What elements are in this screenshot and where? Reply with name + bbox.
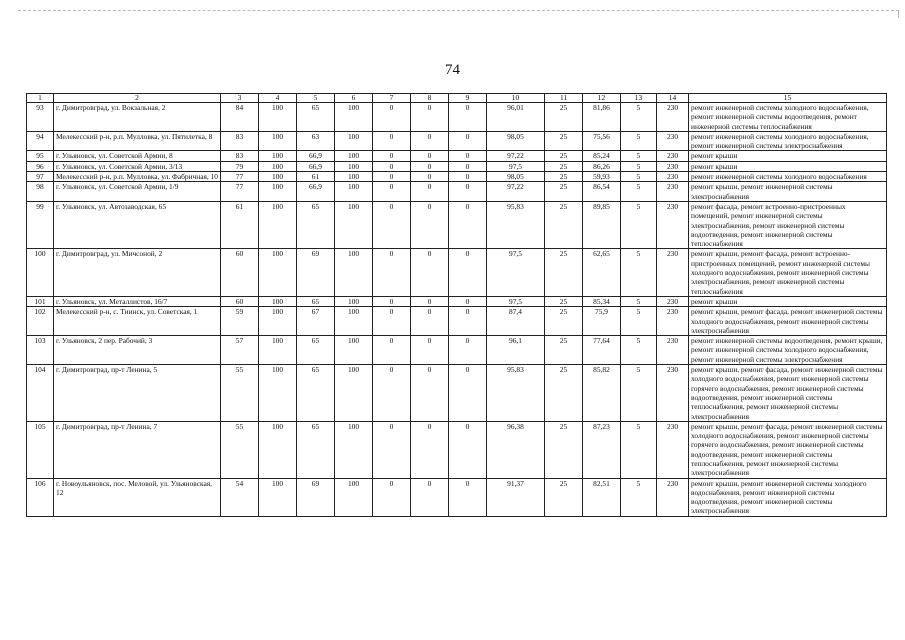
col-10-cell: 96,38	[487, 421, 545, 478]
column-header: 7	[373, 94, 411, 103]
address-cell: г. Ульяновск, 2 пер. Рабочий, 3	[54, 336, 221, 365]
col-3-cell: 54	[221, 478, 259, 516]
table-row	[27, 249, 887, 296]
col-10-cell: 98,05	[487, 131, 545, 151]
table-row	[27, 161, 887, 171]
col-5-cell: 66,9	[297, 161, 335, 171]
col-10-cell: 91,37	[487, 478, 545, 516]
col-5-cell: 65	[297, 365, 335, 422]
address-cell: г. Ульяновск, ул. Автозаводская, 65	[54, 201, 221, 248]
planned-works-cell: ремонт крыши, ремонт инженерной системы холодного водоснабжения, ремонт инженерной системы водоотведения, ремонт инженерной системы электроснабжения	[689, 478, 887, 516]
column-header: 9	[449, 94, 487, 103]
column-header: 15	[689, 94, 887, 103]
planned-works-cell: ремонт крыши, ремонт фасада, ремонт инженерной системы холодного водоснабжения, ремонт инженерной системы электроснабжения	[689, 307, 887, 336]
col-12-cell: 86,54	[583, 182, 621, 202]
col-9-cell: 0	[449, 172, 487, 182]
col-11-cell: 25	[545, 365, 583, 422]
col-9-cell: 0	[449, 131, 487, 151]
col-9-cell: 0	[449, 249, 487, 296]
address-cell: г. Ульяновск, ул. Советской Армии, 8	[54, 151, 221, 161]
col-11-cell: 25	[545, 131, 583, 151]
col-12-cell: 87,23	[583, 421, 621, 478]
address-cell: г. Новоульяновск, пос. Меловой, ул. Ульяновская, 12	[54, 478, 221, 516]
col-7-cell: 0	[373, 182, 411, 202]
col-6-cell: 100	[335, 103, 373, 132]
col-14-cell: 230	[657, 172, 689, 182]
address-cell: г. Ульяновск, ул. Советской Армии, 1/9	[54, 182, 221, 202]
planned-works-cell: ремонт инженерной системы холодного водоснабжения	[689, 172, 887, 182]
planned-works-cell: ремонт крыши	[689, 161, 887, 171]
address-cell: г. Ульяновск, ул. Советской Армии, 3/13	[54, 161, 221, 171]
row-number-cell: 97	[27, 172, 54, 182]
col-4-cell: 100	[259, 478, 297, 516]
row-number-cell: 100	[27, 249, 54, 296]
col-5-cell: 63	[297, 131, 335, 151]
column-header: 8	[411, 94, 449, 103]
col-7-cell: 0	[373, 421, 411, 478]
col-7-cell: 0	[373, 161, 411, 171]
col-8-cell: 0	[411, 151, 449, 161]
table-row	[27, 296, 887, 306]
col-6-cell: 100	[335, 307, 373, 336]
col-5-cell: 65	[297, 336, 335, 365]
col-4-cell: 100	[259, 201, 297, 248]
col-12-cell: 59,93	[583, 172, 621, 182]
col-7-cell: 0	[373, 201, 411, 248]
col-6-cell: 100	[335, 478, 373, 516]
col-7-cell: 0	[373, 131, 411, 151]
col-6-cell: 100	[335, 365, 373, 422]
table-row	[27, 307, 887, 336]
col-10-cell: 97,5	[487, 296, 545, 306]
col-11-cell: 25	[545, 336, 583, 365]
column-header: 10	[487, 94, 545, 103]
row-number-cell: 102	[27, 307, 54, 336]
table-row	[27, 201, 887, 248]
col-8-cell: 0	[411, 201, 449, 248]
col-14-cell: 230	[657, 336, 689, 365]
register-body	[27, 103, 887, 517]
col-4-cell: 100	[259, 365, 297, 422]
col-14-cell: 230	[657, 201, 689, 248]
col-8-cell: 0	[411, 172, 449, 182]
col-4-cell: 100	[259, 421, 297, 478]
col-5-cell: 65	[297, 103, 335, 132]
col-6-cell: 100	[335, 336, 373, 365]
col-11-cell: 25	[545, 172, 583, 182]
col-9-cell: 0	[449, 103, 487, 132]
row-number-cell: 95	[27, 151, 54, 161]
col-8-cell: 0	[411, 131, 449, 151]
col-8-cell: 0	[411, 307, 449, 336]
col-6-cell: 100	[335, 249, 373, 296]
col-14-cell: 230	[657, 103, 689, 132]
col-13-cell: 5	[621, 336, 657, 365]
col-14-cell: 230	[657, 421, 689, 478]
col-11-cell: 25	[545, 103, 583, 132]
col-7-cell: 0	[373, 365, 411, 422]
col-7-cell: 0	[373, 478, 411, 516]
col-3-cell: 84	[221, 103, 259, 132]
col-13-cell: 5	[621, 172, 657, 182]
col-14-cell: 230	[657, 249, 689, 296]
col-7-cell: 0	[373, 336, 411, 365]
col-8-cell: 0	[411, 336, 449, 365]
col-3-cell: 55	[221, 365, 259, 422]
address-cell: г. Димитровград, пр-т Ленина, 7	[54, 421, 221, 478]
col-10-cell: 97,22	[487, 151, 545, 161]
row-number-cell: 105	[27, 421, 54, 478]
col-7-cell: 0	[373, 103, 411, 132]
table-row	[27, 421, 887, 478]
table-row	[27, 365, 887, 422]
col-5-cell: 65	[297, 296, 335, 306]
col-12-cell: 85,34	[583, 296, 621, 306]
column-header: 6	[335, 94, 373, 103]
col-14-cell: 230	[657, 307, 689, 336]
col-11-cell: 25	[545, 249, 583, 296]
col-7-cell: 0	[373, 307, 411, 336]
col-4-cell: 100	[259, 151, 297, 161]
column-header: 12	[583, 94, 621, 103]
col-13-cell: 5	[621, 131, 657, 151]
col-4-cell: 100	[259, 296, 297, 306]
col-3-cell: 77	[221, 182, 259, 202]
col-10-cell: 95,83	[487, 201, 545, 248]
row-number-cell: 103	[27, 336, 54, 365]
col-11-cell: 25	[545, 307, 583, 336]
col-12-cell: 85,24	[583, 151, 621, 161]
col-7-cell: 0	[373, 151, 411, 161]
column-number-row	[27, 94, 887, 103]
planned-works-cell: ремонт крыши, ремонт фасада, ремонт инженерной системы холодного водоснабжения, ремонт инженерной системы горячего водоснабжения, ремонт инженерной системы водоотведения, ремонт инженерной системы теплоснабжения, ремонт инженерной системы электроснабжения	[689, 365, 887, 422]
col-9-cell: 0	[449, 421, 487, 478]
col-9-cell: 0	[449, 307, 487, 336]
col-3-cell: 83	[221, 151, 259, 161]
col-11-cell: 25	[545, 151, 583, 161]
address-cell: г. Ульяновск, ул. Металлистов, 16/7	[54, 296, 221, 306]
col-9-cell: 0	[449, 182, 487, 202]
col-4-cell: 100	[259, 182, 297, 202]
col-6-cell: 100	[335, 201, 373, 248]
col-8-cell: 0	[411, 249, 449, 296]
address-cell: Мелекесский р-н, р.п. Мулловка, ул. Пятилетка, 8	[54, 131, 221, 151]
col-3-cell: 59	[221, 307, 259, 336]
col-10-cell: 97,5	[487, 161, 545, 171]
row-number-cell: 96	[27, 161, 54, 171]
col-6-cell: 100	[335, 421, 373, 478]
col-3-cell: 61	[221, 201, 259, 248]
col-10-cell: 95,83	[487, 365, 545, 422]
row-number-cell: 104	[27, 365, 54, 422]
col-12-cell: 82,51	[583, 478, 621, 516]
col-3-cell: 60	[221, 296, 259, 306]
col-8-cell: 0	[411, 161, 449, 171]
col-12-cell: 75,9	[583, 307, 621, 336]
col-12-cell: 86,26	[583, 161, 621, 171]
table-row	[27, 131, 887, 151]
column-header: 2	[54, 94, 221, 103]
col-14-cell: 230	[657, 296, 689, 306]
col-13-cell: 5	[621, 103, 657, 132]
col-12-cell: 75,56	[583, 131, 621, 151]
col-13-cell: 5	[621, 307, 657, 336]
col-3-cell: 79	[221, 161, 259, 171]
col-12-cell: 77,64	[583, 336, 621, 365]
row-number-cell: 93	[27, 103, 54, 132]
col-10-cell: 96,01	[487, 103, 545, 132]
col-8-cell: 0	[411, 365, 449, 422]
column-header: 1	[27, 94, 54, 103]
col-10-cell: 97,22	[487, 182, 545, 202]
col-3-cell: 83	[221, 131, 259, 151]
col-14-cell: 230	[657, 161, 689, 171]
col-11-cell: 25	[545, 478, 583, 516]
row-number-cell: 94	[27, 131, 54, 151]
col-10-cell: 98,05	[487, 172, 545, 182]
address-cell: Мелекесский р-н, р.п. Мулловка, ул. Фабричная, 10	[54, 172, 221, 182]
col-6-cell: 100	[335, 182, 373, 202]
col-10-cell: 87,4	[487, 307, 545, 336]
col-11-cell: 25	[545, 201, 583, 248]
col-7-cell: 0	[373, 296, 411, 306]
col-11-cell: 25	[545, 296, 583, 306]
col-9-cell: 0	[449, 151, 487, 161]
col-13-cell: 5	[621, 201, 657, 248]
planned-works-cell: ремонт инженерной системы холодного водоснабжения, ремонт инженерной системы водоотведения, ремонт инженерной системы теплоснабжения	[689, 103, 887, 132]
col-13-cell: 5	[621, 182, 657, 202]
col-9-cell: 0	[449, 201, 487, 248]
col-12-cell: 89,85	[583, 201, 621, 248]
col-9-cell: 0	[449, 296, 487, 306]
col-13-cell: 5	[621, 161, 657, 171]
address-cell: г. Димитровград, пр-т Ленина, 5	[54, 365, 221, 422]
col-7-cell: 0	[373, 172, 411, 182]
col-4-cell: 100	[259, 307, 297, 336]
col-13-cell: 5	[621, 478, 657, 516]
col-4-cell: 100	[259, 103, 297, 132]
col-14-cell: 230	[657, 151, 689, 161]
col-6-cell: 100	[335, 131, 373, 151]
col-5-cell: 66,9	[297, 182, 335, 202]
col-11-cell: 25	[545, 421, 583, 478]
page-number: 74	[445, 62, 460, 78]
col-8-cell: 0	[411, 103, 449, 132]
col-10-cell: 97,5	[487, 249, 545, 296]
col-9-cell: 0	[449, 161, 487, 171]
row-number-cell: 98	[27, 182, 54, 202]
col-13-cell: 5	[621, 249, 657, 296]
col-6-cell: 100	[335, 151, 373, 161]
register-table	[26, 93, 887, 517]
col-6-cell: 100	[335, 172, 373, 182]
col-5-cell: 67	[297, 307, 335, 336]
col-5-cell: 65	[297, 201, 335, 248]
column-header: 5	[297, 94, 335, 103]
col-14-cell: 230	[657, 131, 689, 151]
table-row	[27, 336, 887, 365]
col-13-cell: 5	[621, 421, 657, 478]
address-cell: г. Димитровград, ул. Мичсоной, 2	[54, 249, 221, 296]
col-11-cell: 25	[545, 161, 583, 171]
planned-works-cell: ремонт крыши, ремонт инженерной системы электроснабжения	[689, 182, 887, 202]
col-6-cell: 100	[335, 161, 373, 171]
row-number-cell: 101	[27, 296, 54, 306]
planned-works-cell: ремонт инженерной системы холодного водоснабжения, ремонт инженерной системы электроснабжения	[689, 131, 887, 151]
planned-works-cell: ремонт крыши, ремонт фасада, ремонт встроенно-пристроенных помещений, ремонт инженерной системы холодного водоснабжения, ремонт инженерной системы электроснабжения, ремонт инженерной системы теплоснабжения	[689, 249, 887, 296]
col-8-cell: 0	[411, 182, 449, 202]
col-6-cell: 100	[335, 296, 373, 306]
col-5-cell: 61	[297, 172, 335, 182]
page-right-edge	[898, 10, 899, 18]
col-5-cell: 65	[297, 421, 335, 478]
col-5-cell: 66,9	[297, 151, 335, 161]
planned-works-cell: ремонт фасада, ремонт встроенно-пристроенных помещений, ремонт инженерной системы электроснабжения, ремонт инженерной системы водоотведения, ремонт инженерной системы теплоснабжения	[689, 201, 887, 248]
col-12-cell: 81,86	[583, 103, 621, 132]
col-14-cell: 230	[657, 182, 689, 202]
col-4-cell: 100	[259, 131, 297, 151]
address-cell: г. Димитровград, ул. Вокзальная, 2	[54, 103, 221, 132]
col-13-cell: 5	[621, 296, 657, 306]
col-12-cell: 85,82	[583, 365, 621, 422]
planned-works-cell: ремонт крыши	[689, 296, 887, 306]
col-5-cell: 69	[297, 478, 335, 516]
col-9-cell: 0	[449, 478, 487, 516]
planned-works-cell: ремонт крыши	[689, 151, 887, 161]
col-3-cell: 57	[221, 336, 259, 365]
table-row	[27, 103, 887, 132]
col-14-cell: 230	[657, 478, 689, 516]
column-header: 4	[259, 94, 297, 103]
table-row	[27, 151, 887, 161]
col-4-cell: 100	[259, 249, 297, 296]
col-3-cell: 55	[221, 421, 259, 478]
col-7-cell: 0	[373, 249, 411, 296]
column-header: 3	[221, 94, 259, 103]
col-4-cell: 100	[259, 172, 297, 182]
column-header: 11	[545, 94, 583, 103]
table-row	[27, 172, 887, 182]
column-header: 13	[621, 94, 657, 103]
table-row	[27, 182, 887, 202]
col-4-cell: 100	[259, 161, 297, 171]
table-row	[27, 478, 887, 516]
col-11-cell: 25	[545, 182, 583, 202]
row-number-cell: 99	[27, 201, 54, 248]
col-5-cell: 69	[297, 249, 335, 296]
page-top-edge	[18, 10, 899, 11]
col-10-cell: 96,1	[487, 336, 545, 365]
col-8-cell: 0	[411, 296, 449, 306]
address-cell: Мелекесский р-н, с. Тиинск, ул. Советская, 1	[54, 307, 221, 336]
col-13-cell: 5	[621, 365, 657, 422]
col-3-cell: 77	[221, 172, 259, 182]
col-13-cell: 5	[621, 151, 657, 161]
planned-works-cell: ремонт инженерной системы водоотведения, ремонт крыши, ремонт инженерной системы холодного водоснабжения, ремонт инженерной системы электроснабжения	[689, 336, 887, 365]
planned-works-cell: ремонт крыши, ремонт фасада, ремонт инженерной системы холодного водоснабжения, ремонт инженерной системы горячего водоснабжения, ремонт инженерной системы водоотведения, ремонт инженерной системы теплоснабжения, ремонт инженерной системы электроснабжения	[689, 421, 887, 478]
col-8-cell: 0	[411, 478, 449, 516]
column-header: 14	[657, 94, 689, 103]
col-4-cell: 100	[259, 336, 297, 365]
row-number-cell: 106	[27, 478, 54, 516]
col-12-cell: 62,65	[583, 249, 621, 296]
col-9-cell: 0	[449, 365, 487, 422]
col-3-cell: 60	[221, 249, 259, 296]
col-9-cell: 0	[449, 336, 487, 365]
col-14-cell: 230	[657, 365, 689, 422]
col-8-cell: 0	[411, 421, 449, 478]
